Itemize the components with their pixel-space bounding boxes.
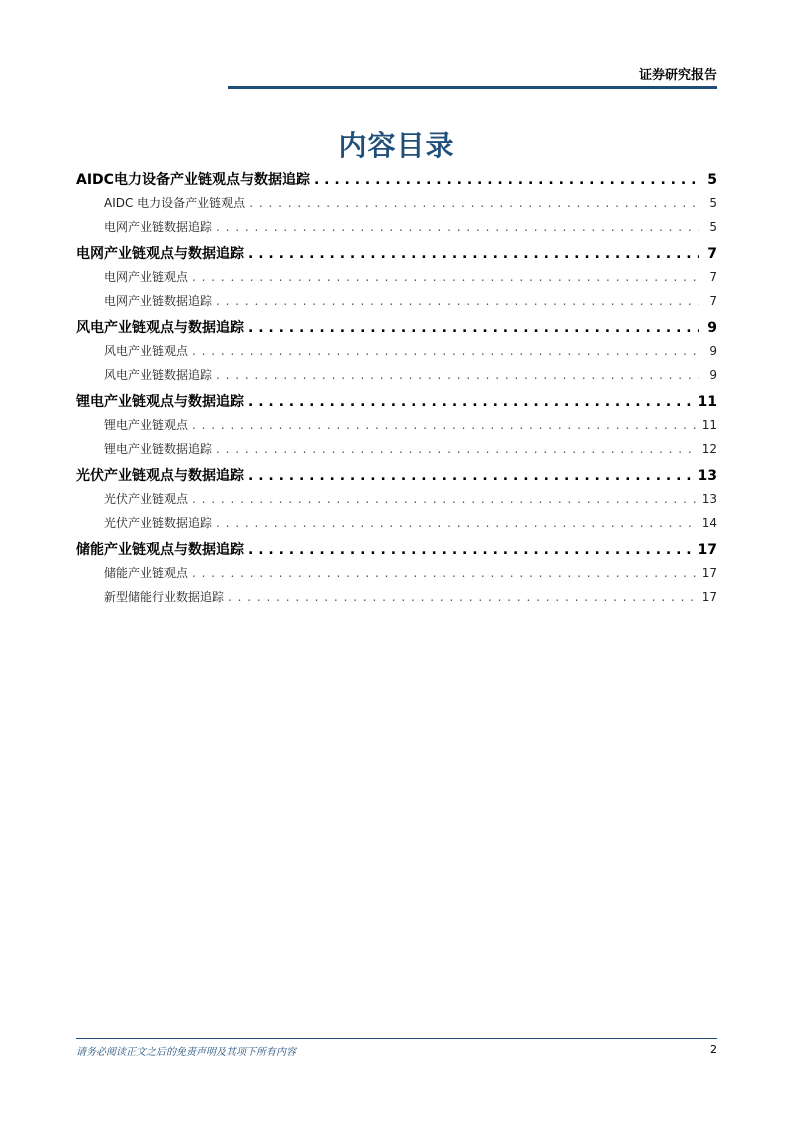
toc-entry-title: 风电产业链数据追踪 (104, 368, 213, 382)
toc-entry-title: 风电产业链观点与数据追踪 (76, 320, 244, 336)
toc-subsection-entry[interactable] (76, 218, 717, 242)
toc-entry-title: 电网产业链观点 (104, 270, 189, 284)
toc-entry-title: 锂电产业链数据追踪 (104, 442, 213, 456)
toc-leader-dots (248, 320, 699, 336)
toc-subsection-entry[interactable] (76, 490, 717, 514)
footer-rule (76, 1038, 717, 1039)
toc-entry-page: 14 (701, 516, 717, 530)
toc-section-entry[interactable] (76, 391, 717, 416)
toc-leader-dots (314, 172, 699, 188)
toc-entry-page: 13 (697, 468, 717, 484)
toc-section-entry[interactable] (76, 465, 717, 490)
toc-subsection-entry[interactable] (76, 514, 717, 538)
toc-entry-title: 新型储能行业数据追踪 (104, 590, 225, 604)
toc-entry-page: 7 (709, 270, 717, 284)
toc-title: 内容目录 (338, 129, 455, 162)
toc-entry-page: 9 (707, 320, 717, 336)
toc-subsection-entry[interactable] (76, 588, 717, 612)
header-label: 证券研究报告 (638, 68, 717, 83)
toc-entry-page: 12 (701, 442, 717, 456)
toc-entry-page: 5 (709, 196, 717, 210)
toc-section-entry[interactable] (76, 169, 717, 194)
toc-entry-page: 5 (707, 172, 717, 188)
toc-entry-page: 9 (709, 344, 717, 358)
toc-leader-dots (216, 294, 699, 308)
toc-entry-title: 光伏产业链观点与数据追踪 (76, 468, 244, 484)
toc-subsection-entry[interactable] (76, 268, 717, 292)
toc-leader-dots (248, 246, 699, 262)
toc-entry-page: 9 (709, 368, 717, 382)
toc-subsection-entry[interactable] (76, 564, 717, 588)
toc-entry-title: AIDC电力设备产业链观点与数据追踪 (76, 172, 310, 188)
header-rule (228, 86, 717, 89)
toc-subsection-entry[interactable] (76, 416, 717, 440)
toc-entry-page: 17 (701, 590, 717, 604)
toc-entry-page: 7 (707, 246, 717, 262)
toc-subsection-entry[interactable] (76, 342, 717, 366)
toc-section-entry[interactable] (76, 243, 717, 268)
toc-entry-title: 电网产业链观点与数据追踪 (76, 246, 244, 262)
toc-section-entry[interactable] (76, 539, 717, 564)
toc-entry-page: 7 (709, 294, 717, 308)
toc-leader-dots (216, 368, 699, 382)
toc-entry-page: 5 (709, 220, 717, 234)
toc-leader-dots (216, 442, 698, 456)
toc-entry-page: 17 (701, 566, 717, 580)
toc-leader-dots (192, 344, 699, 358)
toc-subsection-entry[interactable] (76, 366, 717, 390)
toc-leader-dots (228, 590, 698, 604)
toc-leader-dots (216, 516, 698, 530)
toc-leader-dots (248, 468, 694, 484)
toc-leader-dots (192, 566, 698, 580)
toc-entry-page: 13 (701, 492, 717, 506)
toc-entry-title: 储能产业链观点 (104, 566, 189, 580)
toc-entry-title: 锂电产业链观点 (104, 418, 189, 432)
toc-leader-dots (192, 270, 699, 284)
toc-entry-title: 电网产业链数据追踪 (104, 220, 213, 234)
toc-entry-title: 光伏产业链数据追踪 (104, 516, 213, 530)
footer-disclaimer: 请务必阅读正文之后的免责声明及其项下所有内容 (76, 1047, 296, 1058)
toc-section-entry[interactable] (76, 317, 717, 342)
footer-page-number: 2 (710, 1043, 717, 1056)
toc-entry-title: 光伏产业链观点 (104, 492, 189, 506)
toc-entry-title: AIDC 电力设备产业链观点 (104, 196, 246, 210)
toc-leader-dots (192, 492, 698, 506)
toc-entry-page: 11 (697, 394, 717, 410)
toc-leader-dots (248, 542, 694, 558)
table-of-contents (76, 168, 717, 612)
toc-entry-title: 储能产业链观点与数据追踪 (76, 542, 244, 558)
toc-leader-dots (249, 196, 699, 210)
toc-leader-dots (248, 394, 694, 410)
toc-leader-dots (192, 418, 698, 432)
toc-leader-dots (216, 220, 699, 234)
toc-entry-page: 11 (701, 418, 717, 432)
toc-entry-title: 风电产业链观点 (104, 344, 189, 358)
toc-entry-title: 锂电产业链观点与数据追踪 (76, 394, 244, 410)
toc-subsection-entry[interactable] (76, 194, 717, 218)
toc-entry-title: 电网产业链数据追踪 (104, 294, 213, 308)
toc-subsection-entry[interactable] (76, 292, 717, 316)
toc-subsection-entry[interactable] (76, 440, 717, 464)
toc-entry-page: 17 (697, 542, 717, 558)
